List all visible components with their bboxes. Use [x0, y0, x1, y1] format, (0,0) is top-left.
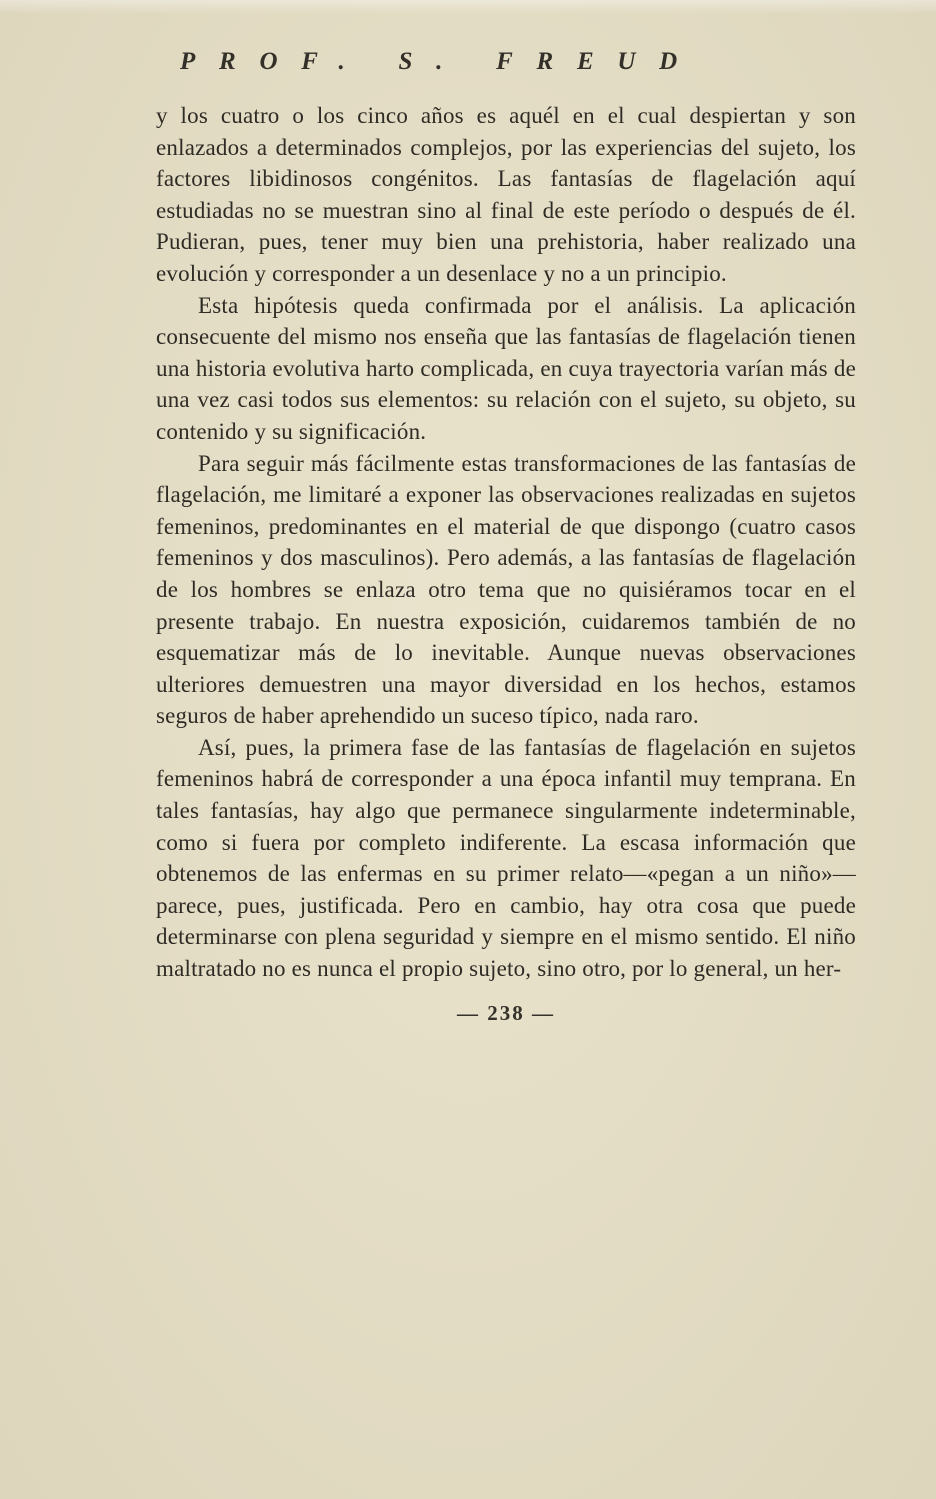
paragraph: Para seguir más fácilmente estas transformaciones de las fantasías de flagelación, me limitaré a exponer las observaciones realizadas en sujetos femeninos, predominantes en el material de que dispongo (cuatro casos femeninos y dos masculinos). Pero además, a las fantasías de flagelación de los hombres se enlaza otro tema que no quisiéramos tocar en el presente trabajo. En nuestra exposición, cuidaremos también de no esquematizar más de lo inevitable. Aunque nuevas observaciones ulteriores demuestren una mayor diversidad en los hechos, estamos seguros de haber aprehendido un suceso típico, nada raro.: [156, 450, 856, 729]
paragraph-continuation: y los cuatro o los cinco años es aquél en el cual despiertan y son enlazados a determinados complejos, por las experiencias del sujeto, los factores libidinosos congénitos. Las fantasías de flagelación aquí estudiadas no se muestran sino al final de este período o después de él. Pudieran, pues, tener muy bien una prehistoria, haber realizado una evolución y corresponder a un desenlace y no a un principio.: [156, 103, 856, 286]
paragraph: Esta hipótesis queda confirmada por el análisis. La aplicación consecuente del mismo nos enseña que las fantasías de flagelación tienen una historia evolutiva harto complicada, en cuya trayectoria varían más de una vez casi todos sus elementos: su relación con el sujeto, su objeto, su contenido y su significación.: [156, 292, 856, 444]
page-number: — 238 —: [457, 1000, 555, 1025]
running-header: PROF. S. FREUD: [180, 48, 701, 75]
paragraph: Así, pues, la primera fase de las fantasías de flagelación en sujetos femeninos habrá de corresponder a una época infantil muy temprana. En tales fantasías, hay algo que permanece singularmente indeterminable, como si fuera por completo indiferente. La escasa información que obtenemos de las enfermas en su primer relato—«pegan a un niño»—parece, pues, justificada. Pero en cambio, hay otra cosa que puede determinarse con plena seguridad y siempre en el mismo sentido. El niño maltratado no es nunca el propio sujeto, sino otro, por lo general, un her-: [156, 734, 856, 982]
page-body-text: [156, 100, 856, 985]
